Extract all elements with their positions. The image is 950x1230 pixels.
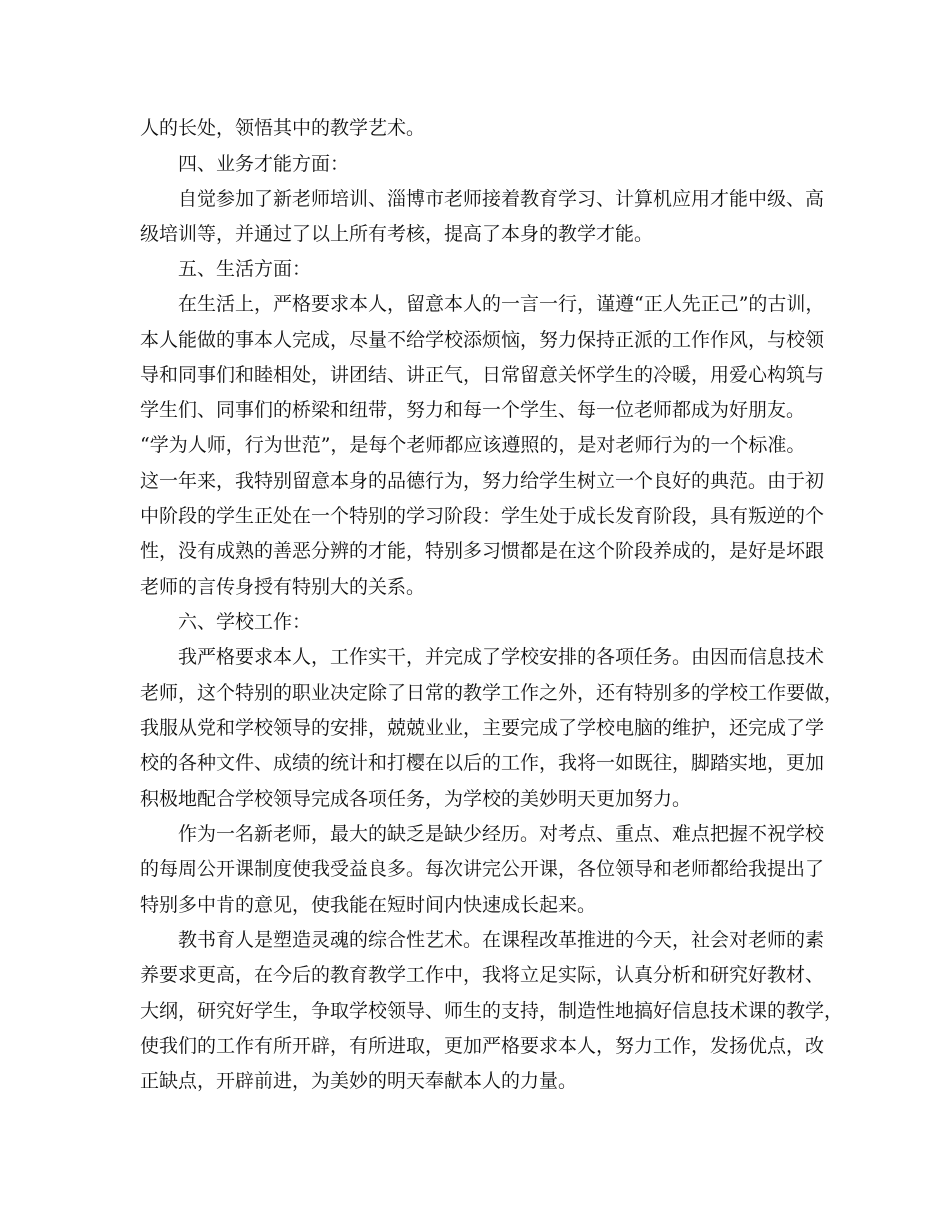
text-line: 在生活上，严格要求本人，留意本人的一言一行，谨遵“正人先正己”的古训， (178, 293, 825, 315)
text-line: 我服从党和学校领导的安排，兢兢业业，主要完成了学校电脑的维护，还完成了学 (140, 717, 825, 739)
text-line: 自觉参加了新老师培训、淄博市老师接着教育学习、计算机应用才能中级、高 (178, 188, 825, 210)
text-line: 教书育人是塑造灵魂的综合性艺术。在课程改革推进的今天，社会对老师的素 (178, 929, 825, 951)
text-line: 使我们的工作有所开辟，有所进取，更加严格要求本人，努力工作，发扬优点，改 (140, 1035, 825, 1057)
text-line: 性，没有成熟的善恶分辨的才能，特别多习惯都是在这个阶段养成的，是好是坏跟 (140, 540, 825, 562)
text-line: “学为人师，行为世范”，是每个老师都应该遵照的，是对老师行为的一个标准。 (140, 434, 806, 456)
text-line: 中阶段的学生正处在一个特别的学习阶段：学生处于成长发育阶段，具有叛逆的个 (140, 505, 825, 527)
text-line: 老师，这个特别的职业决定除了日常的教学工作之外，还有特别多的学校工作要做， (140, 682, 844, 704)
text-line: 大纲，研究好学生，争取学校领导、师生的支持，制造性地搞好信息技术课的教学， (140, 1000, 844, 1022)
text-line: 学生们、同事们的桥梁和纽带，努力和每一个学生、每一位老师都成为好朋友。 (140, 399, 806, 421)
section-heading: 五、生活方面： (178, 258, 312, 280)
text-line: 这一年来，我特别留意本身的品德行为，努力给学生树立一个良好的典范。由于初 (140, 470, 825, 492)
text-line: 本人能做的事本人完成，尽量不给学校添烦恼，努力保持正派的工作作风，与校领 (140, 329, 825, 351)
text-line: 的每周公开课制度使我受益良多。每次讲完公开课，各位领导和老师都给我提出了 (140, 858, 825, 880)
text-line: 积极地配合学校领导完成各项任务，为学校的美妙明天更加努力。 (140, 788, 692, 810)
text-line: 人的长处，领悟其中的教学艺术。 (140, 117, 426, 139)
text-line: 养要求更高，在今后的教育教学工作中，我将立足实际，认真分析和研究好教材、 (140, 964, 825, 986)
text-line: 我严格要求本人，工作实干，并完成了学校安排的各项任务。由因而信息技术 (178, 646, 825, 668)
text-line: 级培训等，并通过了以上所有考核，提高了本身的教学才能。 (140, 223, 654, 245)
text-line: 导和同事们和睦相处，讲团结、讲正气，日常留意关怀学生的冷暖，用爱心构筑与 (140, 364, 825, 386)
text-line: 正缺点，开辟前进，为美妙的明天奉献本人的力量。 (140, 1070, 578, 1092)
text-line: 校的各种文件、成绩的统计和打樱在以后的工作，我将一如既往，脚踏实地，更加 (140, 752, 825, 774)
text-line: 作为一名新老师，最大的缺乏是缺少经历。对考点、重点、难点把握不祝学校 (178, 823, 825, 845)
section-heading: 六、学校工作： (178, 611, 312, 633)
section-heading: 四、业务才能方面： (178, 153, 350, 175)
text-line: 老师的言传身授有特别大的关系。 (140, 576, 426, 598)
text-line: 特别多中肯的意见，使我能在短时间内快速成长起来。 (140, 894, 597, 916)
